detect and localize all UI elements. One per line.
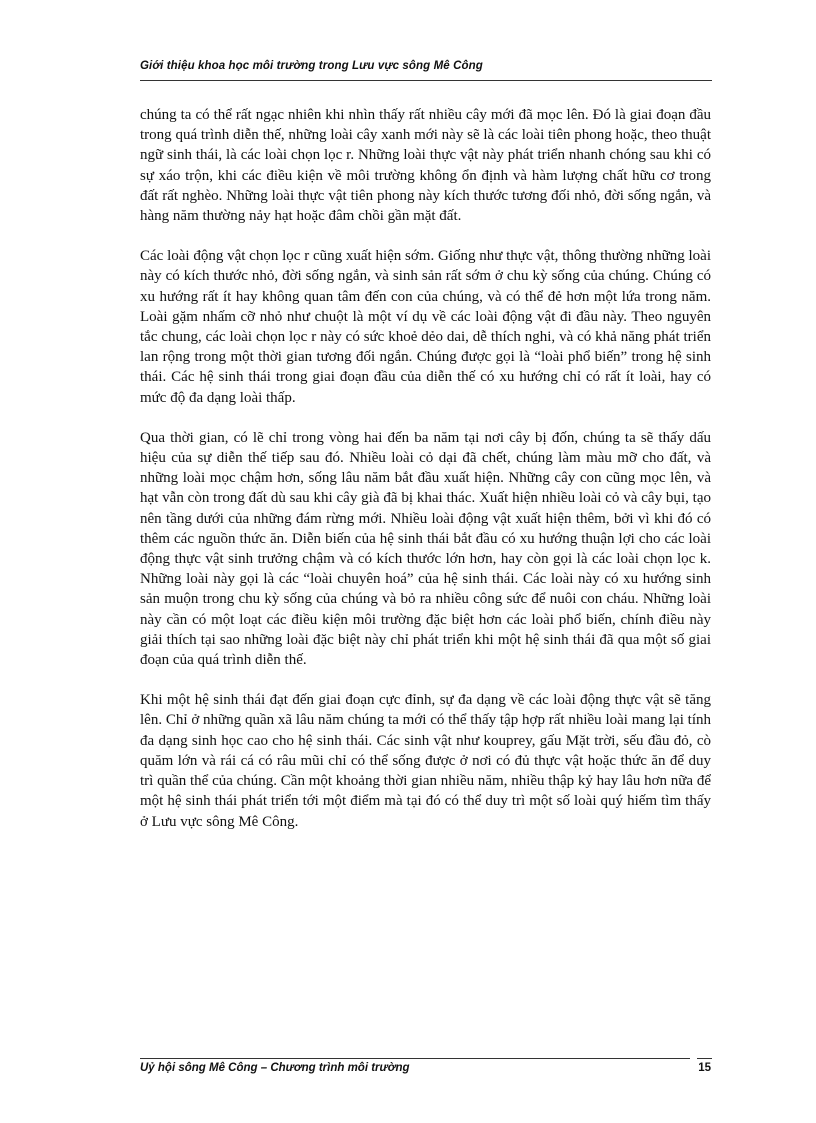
paragraph: Các loài động vật chọn lọc r cũng xuất hiện sớm. Giống như thực vật, thông thường những loài này có kích thước nhỏ, đời sống ngắn, và sinh sản rất sớm ở chu kỳ sống của chúng. Chúng có xu hướng rất ít hay không quan tâm đến con của chúng, và có thể đẻ hơn một lứa trong năm. Loài gặm nhấm cỡ nhỏ như chuột là một ví dụ về các loài động vật đi đầu này. Theo nguyên tắc chung, các loài chọn lọc r này có sức khoẻ dẻo dai, dễ thích nghi, và có khả năng phát triển lan rộng trong một thời gian tương đối ngắn. Chúng được gọi là “loài phổ biến” trong hệ sinh thái. Các hệ sinh thái trong giai đoạn đầu của diễn thế có xu hướng chỉ có rất ít loài, hay có mức độ đa dạng loài thấp.: [140, 248, 711, 406]
page-number-divider: [697, 1058, 712, 1059]
paragraph: chúng ta có thể rất ngạc nhiên khi nhìn thấy rất nhiều cây mới đã mọc lên. Đó là giai đoạn đầu trong quá trình diễn thế, những loài cây xanh mới này sẽ là các loài tiên phong hoặc, theo thuật ngữ sinh thái, là các loài chọn lọc r. Những loài thực vật này phát triển nhanh chóng sau khi có sự xáo trộn, khi các điều kiện về môi trường không ổn định và hàm lượng chất hữu cơ trong đất rất nghèo. Những loài thực vật tiên phong này kích thước tương đối nhỏ, đời sống ngắn, và hàng năm thường nảy hạt hoặc đâm chồi gần mặt đất.: [140, 107, 711, 225]
running-footer: Uỷ hội sông Mê Công – Chương trình môi trường: [140, 1062, 410, 1074]
running-header: Giới thiệu khoa học môi trường trong Lưu vực sông Mê Công: [140, 60, 483, 72]
body-text: [140, 105, 711, 852]
header-divider: [140, 80, 712, 81]
paragraph: Khi một hệ sinh thái đạt đến giai đoạn cực đỉnh, sự đa dạng về các loài động thực vật sẽ tăng lên. Chỉ ở những quần xã lâu năm chúng ta mới có thể thấy tập hợp rất nhiều loài mang lại tính đa dạng sinh học cao cho hệ sinh thái. Các sinh vật như kouprey, gấu Mặt trời, sếu đầu đỏ, cò quăm lớn và rái cá có râu mũi chỉ có thể sống được ở nơi có đủ thực vật hoặc thức ăn để duy trì quần thể của chúng. Cần một khoảng thời gian nhiều năm, nhiều thập kỷ hay lâu hơn nữa để một hệ sinh thái phát triển tới một điểm mà tại đó có thể duy trì một số loài quý hiếm tìm thấy ở Lưu vực sông Mê Công.: [140, 692, 711, 830]
paragraph: Qua thời gian, có lẽ chỉ trong vòng hai đến ba năm tại nơi cây bị đốn, chúng ta sẽ thấy dấu hiệu của sự diễn thế tiếp sau đó. Nhiều loài cỏ dại đã chết, chúng làm màu mỡ cho đất, và những loài mọc chậm hơn, sống lâu năm bắt đầu xuất hiện. Những cây con cũng mọc lên, và hạt vẫn còn trong đất dù sau khi cây già đã bị khai thác. Xuất hiện nhiều loài cỏ và cây bụi, tạo nên tầng dưới của những đám rừng mới. Nhiều loài động vật xuất hiện thêm, bởi vì khi đó có thêm các nguồn thức ăn. Diễn biến của hệ sinh thái bắt đầu có xu hướng thuận lợi cho các loài động thực vật sinh trưởng chậm và có kích thước lớn hơn, hay còn gọi là các loài chọn lọc k. Những loài này gọi là các “loài chuyên hoá” của hệ sinh thái. Các loài này có xu hướng sinh sản muộn trong chu kỳ sống của chúng và bỏ ra nhiều công sức để nuôi con cháu. Những loài này cần có một loạt các điều kiện môi trường đặc biệt hơn các loài phổ biến, chính điều này giải thích tại sao những loài đặc biệt này chỉ phát triển khi một hệ sinh thái đã qua một số giai đoạn của quá trình diễn thế.: [140, 429, 711, 669]
page-number: 15: [698, 1062, 711, 1074]
footer-divider: [140, 1058, 690, 1059]
